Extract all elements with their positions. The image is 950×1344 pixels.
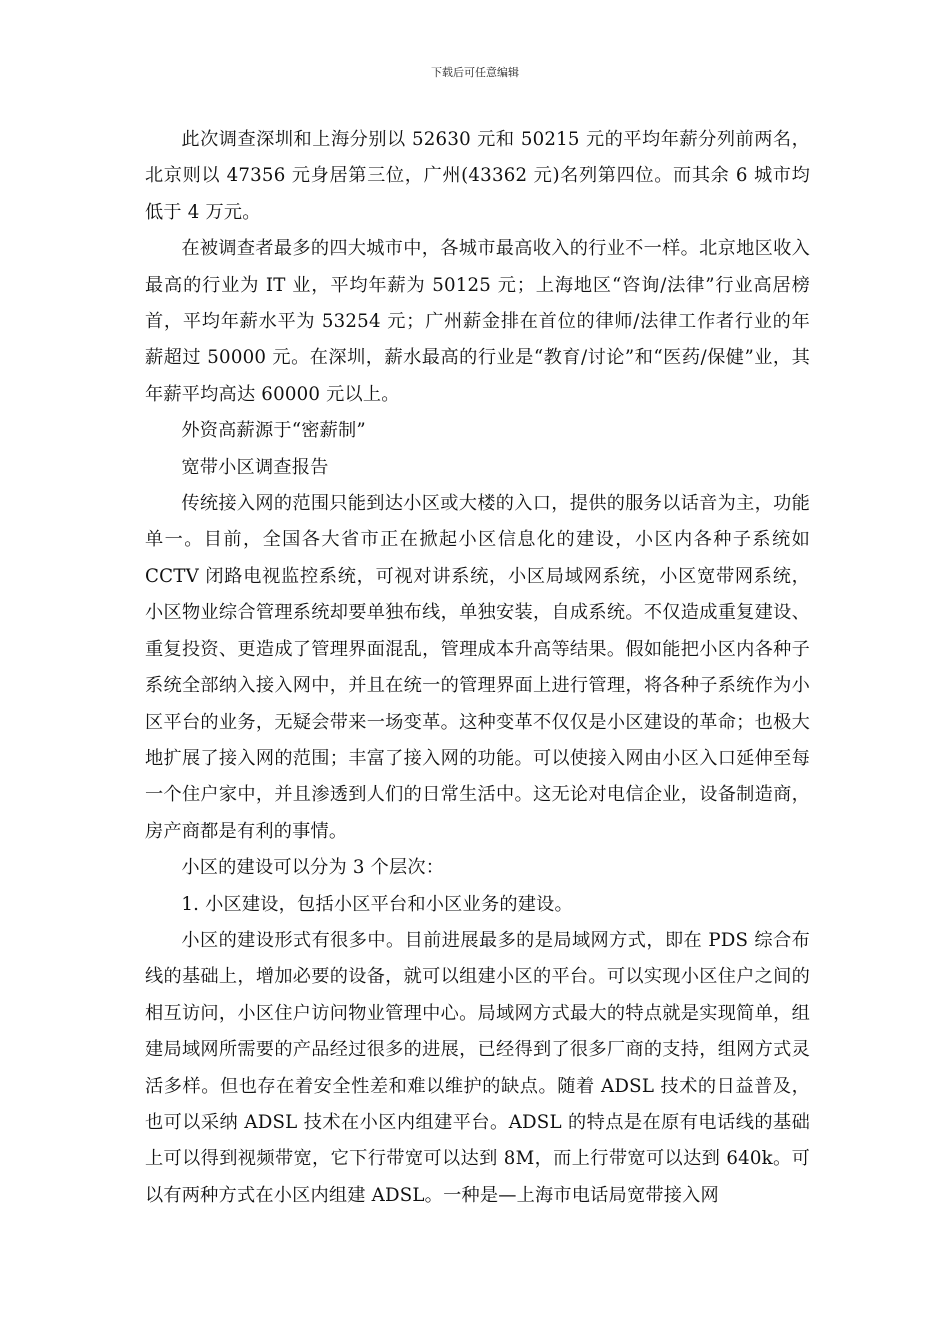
document-body bbox=[145, 122, 810, 1214]
paragraph-industry-salary: 在被调查者最多的四大城市中，各城市最高收入的行业不一样。北京地区收入最高的行业为 IT 业，平均年薪为 50125 元；上海地区“咨询/法律”行业高居榜首，平均年薪水平为 53254 元；广州薪金排在首位的律师/法律工作者行业的年薪超过 50000 元。在深圳，薪水最高的行业是“教育/讨论”和“医药/保健”业，其年薪平均高达 60000 元以上。 bbox=[145, 238, 810, 405]
paragraph-heading-foreign-pay: 外资高薪源于“密薪制” bbox=[181, 420, 366, 442]
paragraph-heading-broadband-report: 宽带小区调查报告 bbox=[181, 456, 329, 478]
paragraph-levels-intro: 小区的建设可以分为 3 个层次： bbox=[181, 857, 445, 879]
paragraph-access-network: 传统接入网的范围只能到达小区或大楼的入口，提供的服务以话音为主，功能单一。目前，全国各大省市正在掀起小区信息化的建设，小区内各种子系统如 CCTV 闭路电视监控系统，可视对讲系统，小区局域网系统，小区宽带网系统，小区物业综合管理系统却要单独布线，单独安装，自成系统。不仅造成重复建设、重复投资、更造成了管理界面混乱，管理成本升高等结果。假如能把小区内各种子系统全部纳入接入网中，并且在统一的管理界面上进行管理，将各种子系统作为小区平台的业务，无疑会带来一场变革。这种变革不仅仅是小区建设的革命；也极大地扩展了接入网的范围；丰富了接入网的功能。可以使接入网由小区入口延伸至每一个住户家中，并且渗透到人们的日常生活中。这无论对电信企业，设备制造商，房产商都是有利的事情。 bbox=[145, 493, 810, 842]
paragraph-level-one: 1. 小区建设，包括小区平台和小区业务的建设。 bbox=[181, 893, 573, 915]
paragraph-lan-adsl: 小区的建设形式有很多中。目前进展最多的是局域网方式，即在 PDS 综合布线的基础上，增加必要的设备，就可以组建小区的平台。可以实现小区住户之间的相互访问，小区住户访问物业管理中心。局域网方式最大的特点就是实现简单，组建局域网所需要的产品经过很多的进展，已经得到了很多厂商的支持，组网方式灵活多样。但也存在着安全性差和难以维护的缺点。随着 ADSL 技术的日益普及，也可以采纳 ADSL 技术在小区内组建平台。ADSL 的特点是在原有电话线的基础上可以得到视频带宽，它下行带宽可以达到 8M，而上行带宽可以达到 640k。可以有两种方式在小区内组建 ADSL。一种是—上海市电话局宽带接入网 bbox=[145, 929, 810, 1206]
page-header-note: 下载后可任意编辑 bbox=[431, 66, 519, 79]
paragraph-city-salary: 此次调查深圳和上海分别以 52630 元和 50215 元的平均年薪分列前两名，北京则以 47356 元身居第三位，广州(43362 元)名列第四位。而其余 6 城市均低于 4 万元。 bbox=[145, 129, 810, 223]
